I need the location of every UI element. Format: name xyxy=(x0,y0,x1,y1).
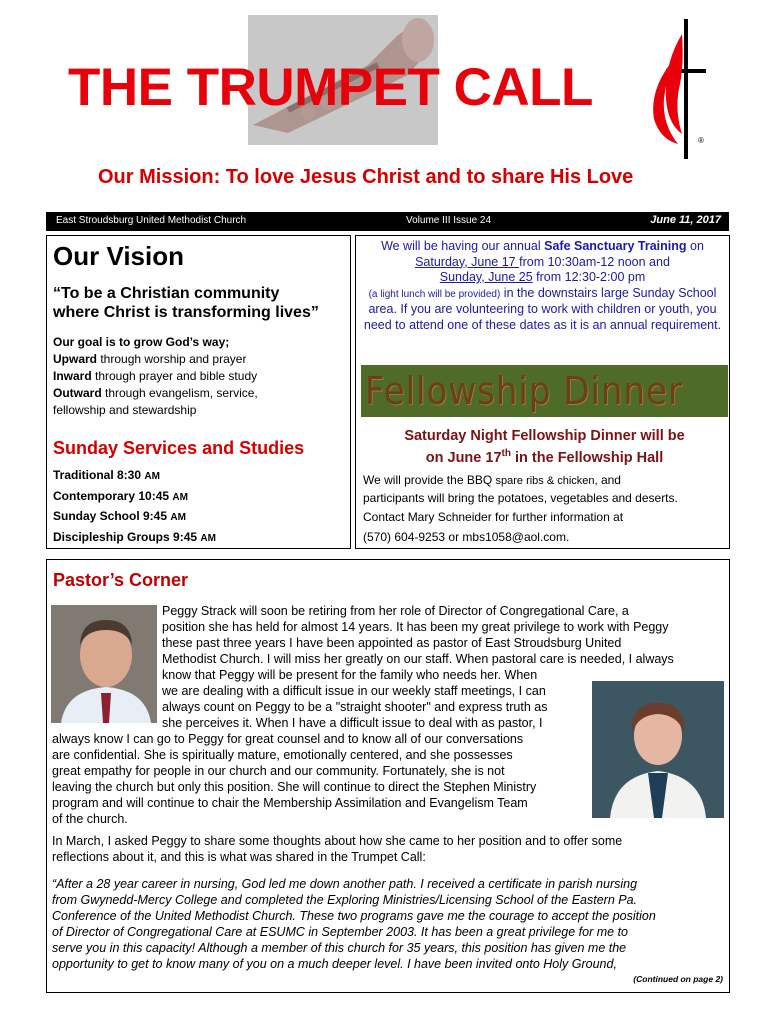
pastor-text-block-a xyxy=(162,603,674,683)
paragraph-line: these past three years I have been appointed as pastor of East Stroudsburg United xyxy=(162,636,622,650)
paragraph-line: Peggy Strack will soon be retiring from her role of Director of Congregational Care, a xyxy=(162,604,629,618)
details-line: Contact Mary Schneider for further information at xyxy=(363,510,624,524)
banner-text: Fellowship Dinner xyxy=(365,369,683,413)
services-heading: Sunday Services and Studies xyxy=(53,438,305,458)
paragraph-line: In March, I asked Peggy to share some thoughts about how she came to her position and to offer some xyxy=(52,834,623,848)
paragraph-line: great empathy for people in our church and our community. Fortunately, she is not xyxy=(52,764,505,778)
paragraph-line: we are dealing with a difficult issue in our weekly staff meetings, I can xyxy=(162,684,546,698)
fellowship-dinner-banner xyxy=(361,365,728,417)
vision-quote-line: “To be a Christian community xyxy=(53,285,280,302)
info-bar xyxy=(46,212,729,231)
details-line: participants will bring the potatoes, vegetables and deserts. xyxy=(363,490,678,505)
paragraph-line: of Director of Congregational Care at ESUMC in September 2003. It has been a great privilege for me to xyxy=(52,925,628,939)
paragraph-line: are confidential. She is spiritually mature, emotionally centered, and she possesses xyxy=(52,748,513,762)
issue-number: Volume III Issue 24 xyxy=(406,215,492,226)
pastor-text-block-b xyxy=(162,683,548,731)
contact-line[interactable]: (570) 604-9253 or mbs1058@aol.com. xyxy=(363,529,570,544)
pastors-corner-heading: Pastor’s Corner xyxy=(53,570,189,590)
fellowship-details xyxy=(363,472,729,545)
service-item: Discipleship Groups 9:45 AM xyxy=(53,529,216,544)
goal-list xyxy=(53,334,344,419)
goal-item: Upward through worship and prayer xyxy=(53,352,247,366)
vision-box xyxy=(46,235,351,549)
goal-item: Inward through prayer and bible study xyxy=(53,369,258,383)
vision-quote-line: where Christ is transforming lives” xyxy=(53,304,319,321)
peggy-photo xyxy=(592,681,724,818)
goal-item: Outward through evangelism, service, xyxy=(53,386,258,400)
service-item: Sunday School 9:45 AM xyxy=(53,509,186,523)
paragraph-line: reflections about it, and this is what was shared in the Trumpet Call: xyxy=(52,850,426,864)
paragraph-line: serve you in this capacity! Although a member of this church for 35 years, this position has given me the xyxy=(52,941,627,955)
service-item: Contemporary 10:45 AM xyxy=(53,488,188,503)
cross-and-flame-logo xyxy=(644,14,714,159)
peggy-quote-block xyxy=(52,876,656,972)
pastor-text-block-d xyxy=(52,833,622,865)
safe-sanctuary-notice: We will be having our annual Safe Sanctuary Training on Saturday, June 17 from 10:30am-12 noon and Sunday, June 25 from 12:30-2:00 pm (a light lunch will be provided) in the downstairs large Sunday School area. If you are volunteering to work with children or youth, you need to attend one of these dates as it is an annual requirement. xyxy=(363,239,722,332)
paragraph-line: leaving the church but only this position. She will continue to direct the Stephen Ministry xyxy=(52,780,537,794)
pastor-text-block-c xyxy=(52,731,536,827)
church-name: East Stroudsburg United Methodist Church xyxy=(56,215,247,226)
paragraph-line: she perceives it. When I have a difficult issue to deal with as pastor, I xyxy=(162,716,543,730)
paragraph-line: always count on Peggy to be a "straight shooter" and express truth as xyxy=(162,700,548,714)
paragraph-line: opportunity to get to know many of you on a much deeper level. I have been invited onto Holy Ground, xyxy=(52,957,617,971)
paragraph-line: “After a 28 year career in nursing, God led me down another path. I received a certificate in parish nursing xyxy=(52,877,638,891)
issue-date: June 11, 2017 xyxy=(650,214,721,226)
goal-title: Our goal is to grow God’s way; xyxy=(53,335,230,349)
vision-heading: Our Vision xyxy=(53,241,184,271)
continued-note: (Continued on page 2) xyxy=(633,974,723,984)
paragraph-line: know that Peggy will be present for the family who needs her. When xyxy=(162,668,538,682)
vision-quote xyxy=(53,284,344,322)
paragraph-line: always know I can go to Peggy for great counsel and to know all of our conversations xyxy=(52,732,524,746)
paragraph-line: from Gwynedd-Mercy College and completed the Exploring Ministries/Licensing School of the Eastern Pa. xyxy=(52,893,638,907)
registered-mark: ® xyxy=(698,136,704,145)
headline-line: on June 17th in the Fellowship Hall xyxy=(425,448,664,466)
mission-statement: Our Mission: To love Jesus Christ and to share His Love xyxy=(98,166,634,188)
newsletter-title: THE TRUMPET CALL xyxy=(68,58,593,117)
paragraph-line: position she has held for almost 14 years. It has been my great privilege to work with Peggy xyxy=(162,620,669,634)
pastor-photo xyxy=(51,605,157,723)
fellowship-headline xyxy=(361,427,728,467)
details-line: We will provide the BBQ spare ribs & chicken, and xyxy=(363,473,621,487)
goal-item: fellowship and stewardship xyxy=(53,403,197,417)
paragraph-line: program and will continue to chair the Membership Assimilation and Evangelism Team xyxy=(52,796,528,810)
paragraph-line: of the church. xyxy=(52,812,128,826)
headline-line: Saturday Night Fellowship Dinner will be xyxy=(404,428,685,444)
service-item: Traditional 8:30 AM xyxy=(53,468,160,482)
paragraph-line: Conference of the United Methodist Church. These two programs gave me the courage to accept the position xyxy=(52,909,656,923)
services-list xyxy=(53,466,344,548)
paragraph-line: Methodist Church. I will miss her greatly on our staff. When pastoral care is needed, I always xyxy=(162,652,674,666)
